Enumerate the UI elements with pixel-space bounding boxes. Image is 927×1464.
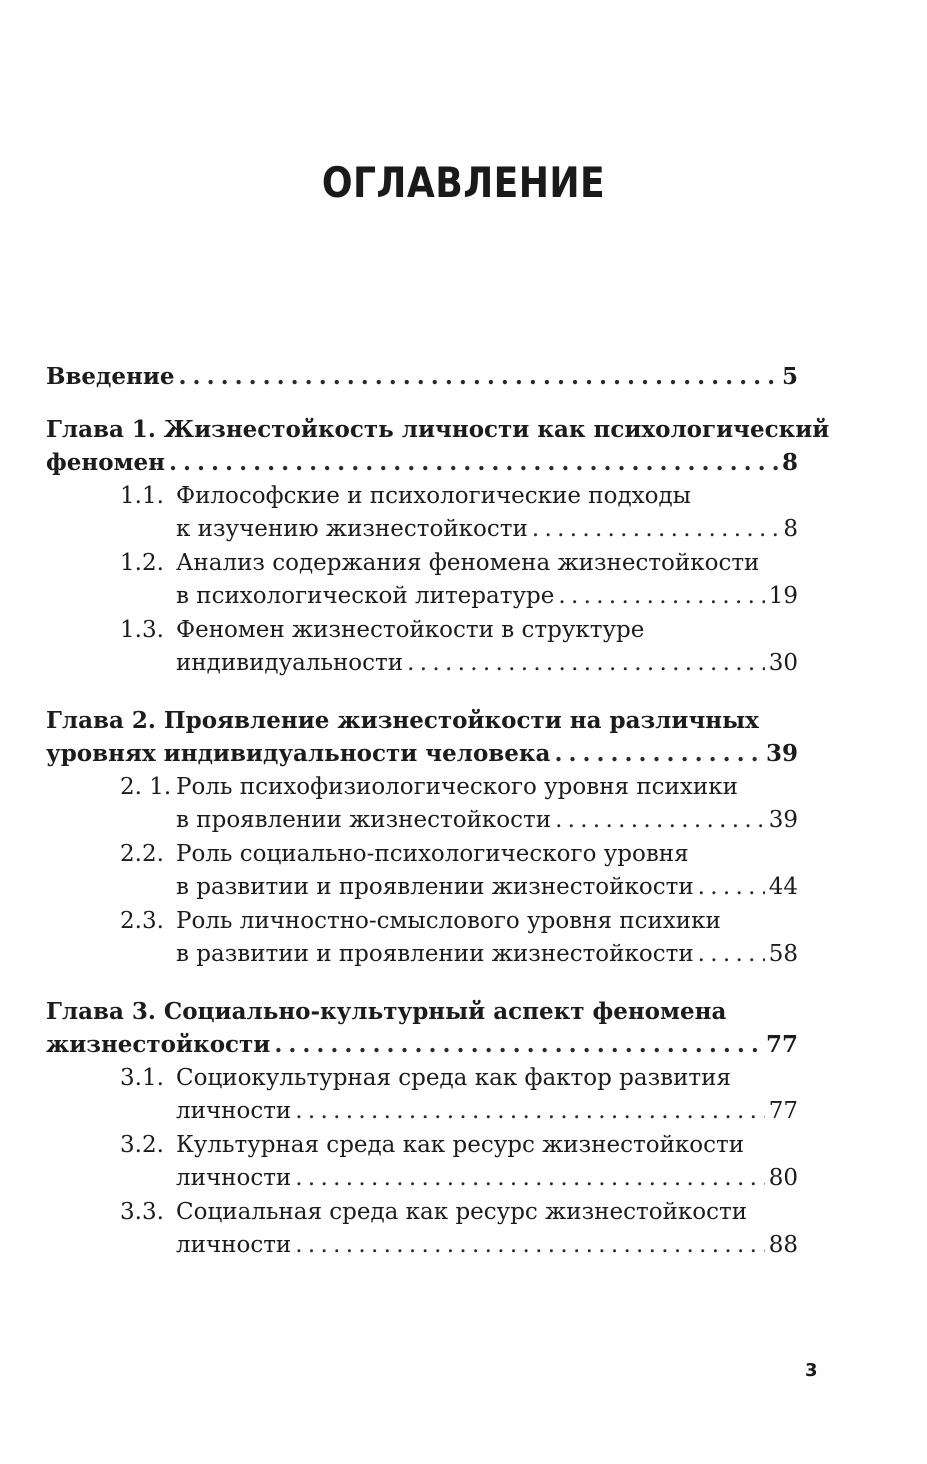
- section-title-cont[interactable]: в психологической литературе: [176, 583, 555, 609]
- section-number: 3.3.: [120, 1199, 164, 1225]
- section-title-cont[interactable]: в развитии и проявлении жизнестойкости: [176, 941, 694, 967]
- section-number: 3.1.: [120, 1065, 164, 1091]
- section-number: 2.2.: [120, 841, 164, 867]
- section-title[interactable]: Роль личностно-смыслового уровня психики: [176, 908, 721, 934]
- intro-label[interactable]: Введение: [46, 363, 175, 390]
- toc-section: [120, 547, 798, 613]
- chapter-title[interactable]: Глава 3. Социально-культурный аспект феномена: [46, 998, 727, 1025]
- toc-section: [120, 771, 798, 837]
- page-number: 3: [805, 1360, 818, 1381]
- section-number: 2.3.: [120, 908, 164, 934]
- chapter-title-cont[interactable]: жизнестойкости: [46, 1031, 271, 1058]
- chapter-title-cont[interactable]: феномен: [46, 449, 165, 476]
- dot-leader: [532, 513, 780, 546]
- section-number: 2. 1.: [120, 774, 172, 800]
- dot-leader: [274, 1028, 762, 1061]
- dot-leader: [179, 360, 778, 393]
- section-title-cont[interactable]: личности: [176, 1098, 292, 1124]
- section-title[interactable]: Культурная среда как ресурс жизнестойкости: [176, 1132, 745, 1158]
- dot-leader: [407, 647, 765, 680]
- section-number: 1.3.: [120, 617, 164, 643]
- section-title-cont[interactable]: в развитии и проявлении жизнестойкости: [176, 874, 694, 900]
- section-page: 30: [768, 650, 798, 676]
- section-title[interactable]: Социокультурная среда как фактор развития: [176, 1065, 731, 1091]
- section-page: 58: [768, 941, 798, 967]
- section-page: 44: [768, 874, 798, 900]
- dot-leader: [555, 804, 765, 837]
- dot-leader: [295, 1095, 764, 1128]
- section-title-cont[interactable]: в проявлении жизнестойкости: [176, 807, 552, 833]
- dot-leader: [698, 938, 765, 971]
- section-title[interactable]: Анализ содержания феномена жизнестойкости: [176, 550, 760, 576]
- dot-leader: [295, 1162, 764, 1195]
- section-page: 19: [768, 583, 798, 609]
- toc-chapter-1: [46, 413, 830, 680]
- chapter-title[interactable]: Глава 2. Проявление жизнестойкости на различных: [46, 707, 759, 734]
- chapter-title-cont[interactable]: уровнях индивидуальности человека: [46, 740, 551, 767]
- page-title: ОГЛАВЛЕНИЕ: [321, 158, 606, 207]
- toc-section: [120, 838, 798, 904]
- dot-leader: [169, 446, 778, 479]
- dot-leader: [698, 871, 765, 904]
- section-number: 1.2.: [120, 550, 164, 576]
- toc-chapter-3: [46, 995, 798, 1262]
- section-page: 77: [768, 1098, 798, 1124]
- section-title[interactable]: Социальная среда как ресурс жизнестойкости: [176, 1199, 748, 1225]
- chapter-title[interactable]: Глава 1. Жизнестойкость личности как психологический: [46, 416, 830, 443]
- chapter-page: 39: [765, 740, 798, 767]
- toc-section: [120, 905, 798, 971]
- toc-section: [120, 480, 798, 546]
- toc-section: [120, 1062, 798, 1128]
- section-title[interactable]: Феномен жизнестойкости в структуре: [176, 617, 645, 643]
- chapter-page: 77: [765, 1031, 798, 1058]
- section-number: 3.2.: [120, 1132, 164, 1158]
- section-title-cont[interactable]: к изучению жизнестойкости: [176, 516, 528, 542]
- section-title[interactable]: Роль социально-психологического уровня: [176, 841, 689, 867]
- section-title-cont[interactable]: личности: [176, 1165, 292, 1191]
- section-title[interactable]: Философские и психологические подходы: [176, 483, 691, 509]
- dot-leader: [558, 580, 764, 613]
- toc-section: [120, 614, 798, 680]
- section-title[interactable]: Роль психофизиологического уровня психики: [176, 774, 738, 800]
- section-page: 88: [768, 1232, 798, 1258]
- chapter-page: 8: [781, 449, 798, 476]
- section-title-cont[interactable]: индивидуальности: [176, 650, 404, 676]
- section-title-cont[interactable]: личности: [176, 1232, 292, 1258]
- toc-intro: [46, 360, 798, 393]
- dot-leader: [295, 1229, 764, 1262]
- intro-page: 5: [781, 363, 798, 390]
- dot-leader: [554, 737, 762, 770]
- toc-chapter-2: [46, 704, 798, 971]
- table-of-contents: [46, 360, 830, 1286]
- section-page: 8: [783, 516, 798, 542]
- section-page: 80: [768, 1165, 798, 1191]
- toc-section: [120, 1196, 798, 1262]
- toc-section: [120, 1129, 798, 1195]
- section-page: 39: [768, 807, 798, 833]
- section-number: 1.1.: [120, 483, 164, 509]
